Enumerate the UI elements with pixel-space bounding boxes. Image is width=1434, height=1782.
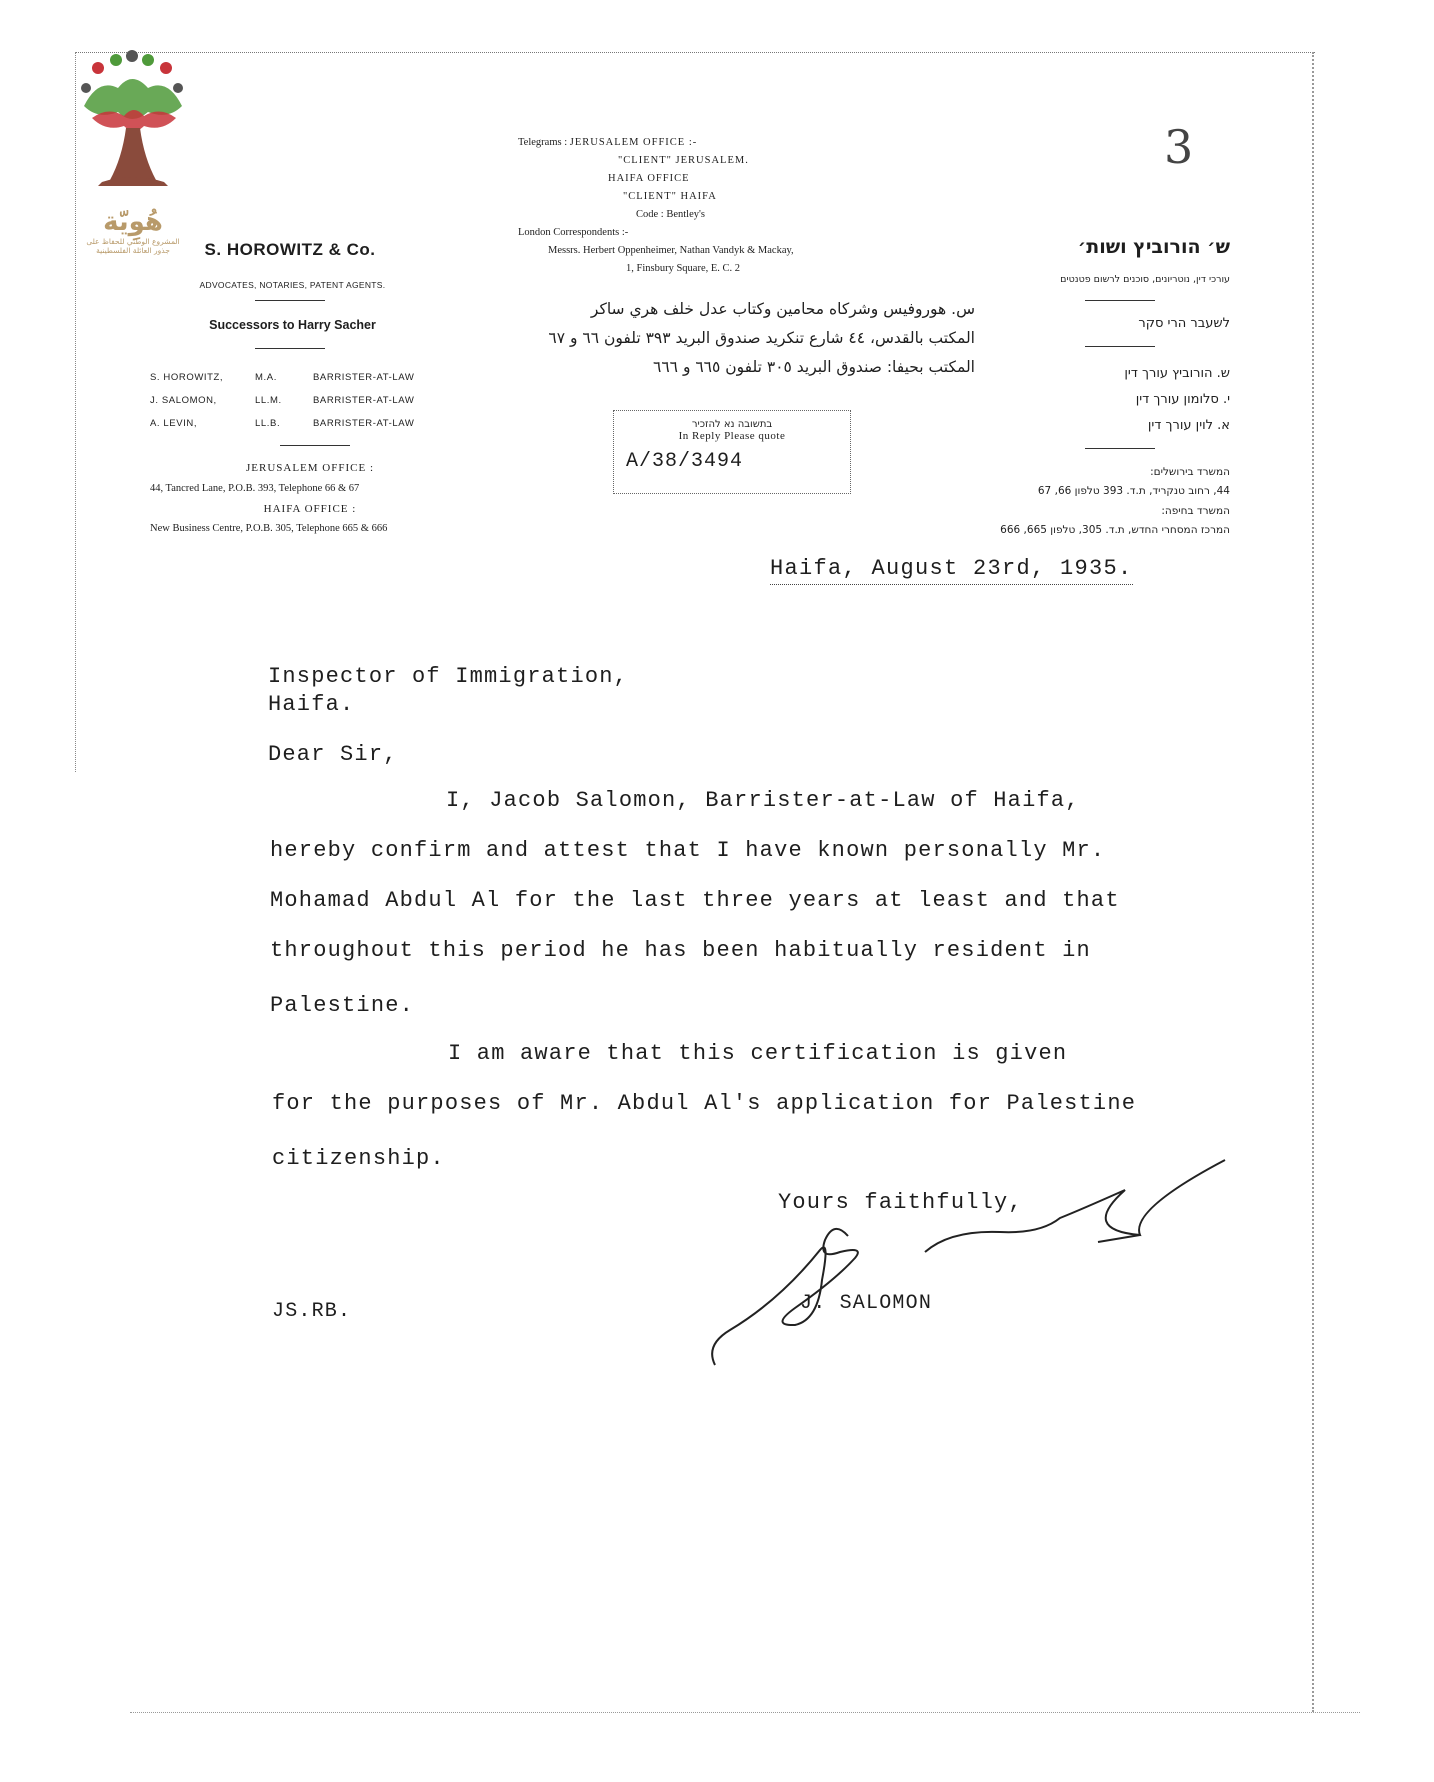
- salutation: Dear Sir,: [268, 742, 398, 767]
- hebrew-partner-row: י. סלומון עורך דין: [1135, 392, 1230, 407]
- divider: [280, 445, 350, 446]
- closing: Yours faithfully,: [778, 1190, 1023, 1215]
- hebrew-successors: לשעבר הרי סקר: [1138, 316, 1230, 331]
- divider: [255, 348, 325, 349]
- body-line: for the purposes of Mr. Abdul Al's application for Palestine: [272, 1091, 1137, 1116]
- divider: [1085, 300, 1155, 301]
- partner-row: S. HOROWITZ, M.A. BARRISTER-AT-LAW: [150, 372, 415, 383]
- page-edge-bottom: [130, 1712, 1360, 1713]
- arabic-header-line-2: المكتب بالقدس، ٤٤ شارع تنكريد صندوق البريد ٣٩٣ تلفون ٦٦ و ٦٧: [548, 329, 975, 347]
- jerusalem-office-heading: JERUSALEM OFFICE :: [245, 462, 375, 474]
- reply-quote-box: [613, 410, 851, 494]
- body-line: throughout this period he has been habitually resident in: [270, 938, 1091, 963]
- family-tree-icon: [78, 48, 188, 208]
- page-number-mark: 3: [1164, 120, 1194, 174]
- hebrew-haifa-heading: המשרד בחיפה:: [1161, 505, 1230, 517]
- haifa-office-heading: HAIFA OFFICE :: [263, 503, 357, 515]
- firm-name: S. HOROWITZ & Co.: [204, 240, 376, 259]
- divider: [1085, 448, 1155, 449]
- body-line: I, Jacob Salomon, Barrister-at-Law of Haifa,: [446, 788, 1080, 813]
- page-edge-right: [1312, 52, 1314, 1712]
- logo-title: هُوِيّة: [103, 207, 163, 237]
- logo-tagline-2: جذور العائلة الفلسطينية: [96, 246, 170, 255]
- reference-number: A/38/3494: [626, 450, 744, 473]
- signature: [700, 1150, 1230, 1380]
- letter-date: Haifa, August 23rd, 1935.: [770, 556, 1133, 585]
- signature-name: J. SALOMON: [800, 1292, 933, 1315]
- hebrew-jerusalem-address: 44, רחוב טנקריד, ת.ד. 393 טלפון 66, 67: [1037, 485, 1230, 497]
- reply-label: In Reply Please quote: [678, 430, 786, 442]
- body-line: I am aware that this certification is given: [448, 1041, 1068, 1066]
- recipient-line-2: Haifa.: [268, 692, 355, 717]
- hebrew-firm-subtitle: עורכי דין, נוטריונים, סוכנים לרשום פטנטים: [1060, 274, 1230, 285]
- haifa-office-address: New Business Centre, P.O.B. 305, Telephone 665 & 666: [150, 523, 388, 534]
- hebrew-partner-row: ש. הורוביץ עורך דין: [1124, 366, 1230, 381]
- reply-hebrew: בתשובה נא להזכיר: [691, 419, 773, 430]
- page-edge-left: [75, 52, 76, 772]
- telegram-block: Telegrams : JERUSALEM OFFICE :- "CLIENT" JERUSALEM. HAIFA OFFICE "CLIENT" HAIFA Code : Bentley's London Correspondents :- Messrs. Herbert Oppenheimer, Nathan Vandyk & Mackay, 1, Finsbury Square, E. C. 2: [518, 137, 794, 274]
- partner-row: J. SALOMON, LL.M. BARRISTER-AT-LAW: [150, 395, 415, 406]
- firm-subtitle: ADVOCATES, NOTARIES, PATENT AGENTS.: [199, 280, 386, 290]
- recipient-line-1: Inspector of Immigration,: [268, 664, 629, 689]
- divider: [1085, 346, 1155, 347]
- divider: [255, 300, 325, 301]
- body-line: Palestine.: [270, 993, 415, 1018]
- jerusalem-office-address: 44, Tancred Lane, P.O.B. 393, Telephone 66 & 67: [150, 483, 360, 494]
- logo-tagline-1: المشروع الوطني للحفاظ على: [86, 237, 180, 246]
- hebrew-jerusalem-heading: המשרד בירושלים:: [1150, 466, 1230, 478]
- page-edge-top: [75, 52, 1315, 53]
- body-line: citizenship.: [272, 1146, 445, 1171]
- hebrew-partner-row: א. לוין עורך דין: [1147, 418, 1230, 433]
- partner-row: A. LEVIN, LL.B. BARRISTER-AT-LAW: [150, 418, 415, 429]
- arabic-header-line-3: المكتب بحيفا: صندوق البريد ٣٠٥ تلفون ٦٦٥ و ٦٦٦: [653, 358, 975, 376]
- body-line: Mohamad Abdul Al for the last three years at least and that: [270, 888, 1120, 913]
- reference-initials: JS.RB.: [272, 1300, 352, 1323]
- hebrew-firm-name: ש׳ הורוביץ ושות׳: [1077, 236, 1230, 258]
- arabic-header-line-1: س. هوروفيس وشركاه محامين وكتاب عدل خلف هري ساكر: [590, 300, 975, 318]
- hebrew-haifa-address: המרכז המסחרי החדש, ת.ד. 305, טלפון 665, 666: [1000, 524, 1230, 536]
- body-line: hereby confirm and attest that I have known personally Mr.: [270, 838, 1106, 863]
- successors-line: Successors to Harry Sacher: [209, 318, 376, 332]
